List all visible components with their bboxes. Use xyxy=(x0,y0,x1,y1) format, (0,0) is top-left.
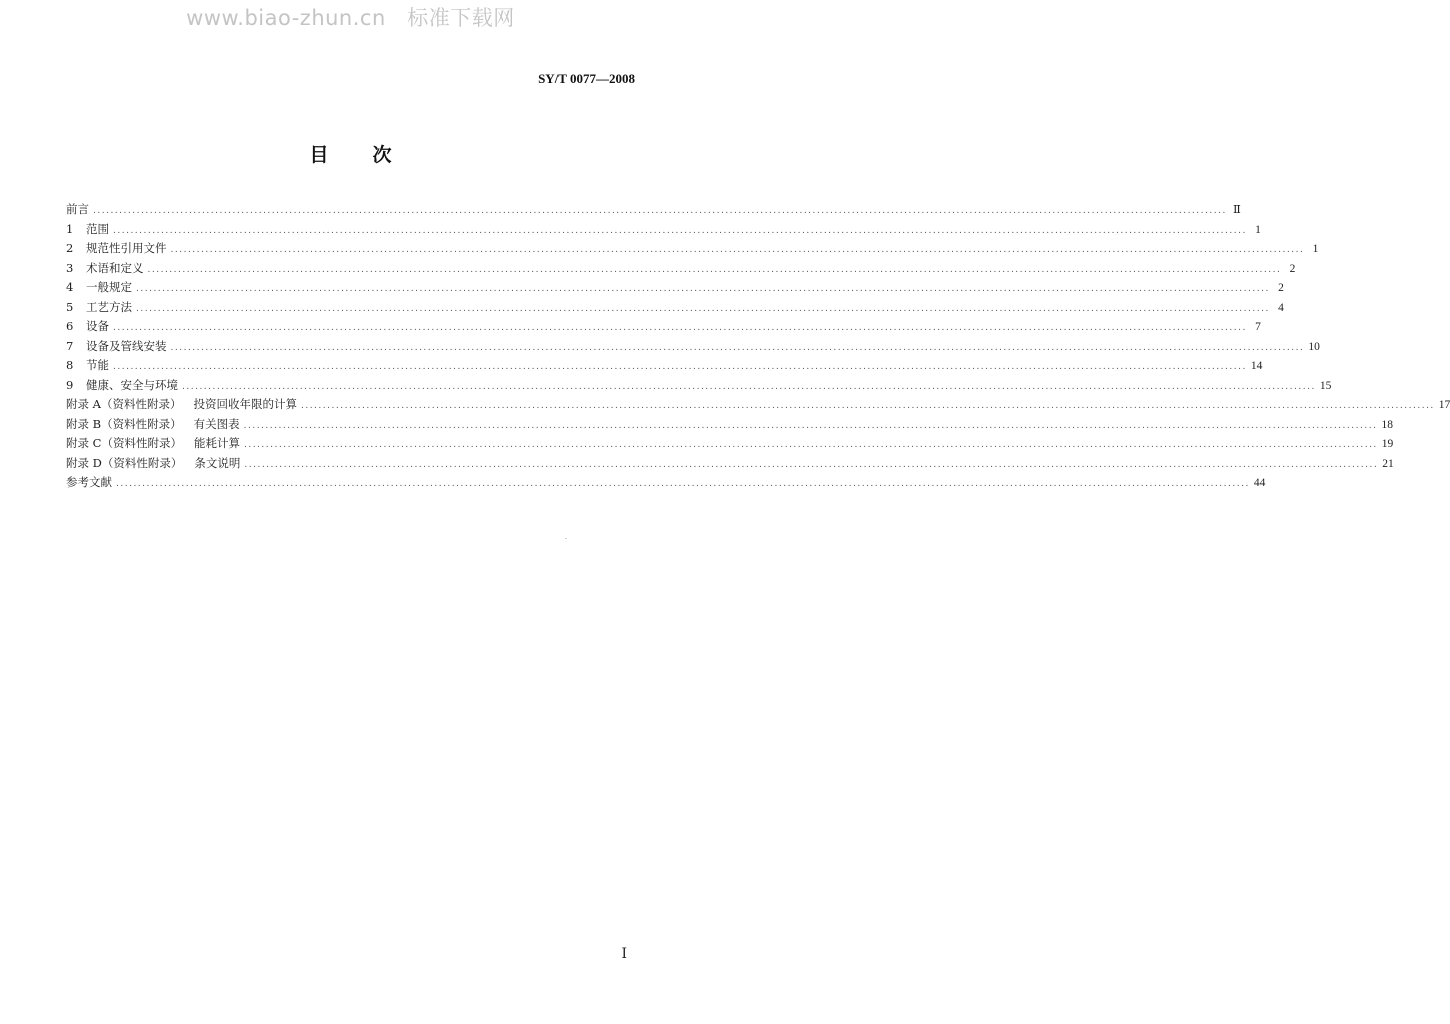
toc-entry xyxy=(66,298,1284,318)
toc-entry-page: 2 xyxy=(1289,262,1296,275)
toc-entry-label: 参考文献 xyxy=(66,475,112,489)
toc-entry xyxy=(66,317,1261,337)
toc-entry-number: 6 xyxy=(66,319,74,333)
toc-title-char-2: 次 xyxy=(372,144,392,166)
toc-entry xyxy=(66,395,1450,415)
toc-entry-page: 1 xyxy=(1255,223,1261,236)
scan-speck xyxy=(565,538,567,539)
toc-entry xyxy=(66,337,1320,357)
toc-dot-leader: .................................................................................................................................................................................................................................................................... xyxy=(113,225,1247,236)
toc-entry-number: 4 xyxy=(66,280,74,294)
toc-entry-page: 1 xyxy=(1312,243,1319,255)
toc-dot-leader: .................................................................................................................................................................................................................................................................... xyxy=(113,323,1247,333)
toc-entry-subtitle: 条文说明 xyxy=(194,455,241,470)
toc-entry-page: 44 xyxy=(1253,477,1266,489)
toc-entry-label: 节能 xyxy=(86,358,109,372)
toc-entry-label: 规范性引用文件 xyxy=(86,241,167,255)
toc-dot-leader: .................................................................................................................................................................................................................................................................... xyxy=(300,401,1435,411)
toc-entry-label: 设备 xyxy=(86,319,109,333)
toc-dot-leader: .................................................................................................................................................................................................................................................................... xyxy=(136,284,1270,294)
toc-dot-leader: .................................................................................................................................................................................................................................................................... xyxy=(182,381,1316,392)
toc-entry-label: 健康、安全与环境 xyxy=(86,377,178,392)
toc-entry-page: 21 xyxy=(1382,457,1394,470)
toc-entry xyxy=(66,376,1332,396)
toc-entry-label: 附录 A（资料性附录） xyxy=(66,397,182,411)
toc-entry-subtitle: 能耗计算 xyxy=(193,436,240,450)
toc-entry xyxy=(66,278,1284,298)
toc-entry-number: 5 xyxy=(66,299,74,314)
toc-entry xyxy=(66,220,1261,240)
toc-entry-page: 14 xyxy=(1250,360,1263,372)
toc-entry-label: 术语和定义 xyxy=(86,260,144,275)
toc-entry-number: 1 xyxy=(66,221,74,236)
toc-entry-page: Ⅱ xyxy=(1233,204,1241,216)
toc-entry xyxy=(66,434,1394,454)
toc-dot-leader: .................................................................................................................................................................................................................................................................... xyxy=(147,264,1282,275)
toc-entry-label: 一般规定 xyxy=(86,280,132,294)
toc-entry-page: 19 xyxy=(1381,438,1394,450)
toc-entry-number: 7 xyxy=(66,338,74,353)
page-number: Ⅰ xyxy=(621,947,627,962)
toc-entry xyxy=(66,356,1263,376)
toc-entry-label: 前言 xyxy=(66,202,89,216)
toc-dot-leader: .................................................................................................................................................................................................................................................................... xyxy=(116,479,1250,489)
toc-entry xyxy=(66,239,1319,259)
toc-list xyxy=(66,200,1450,493)
toc-entry-label: 附录 B（资料性附录） xyxy=(66,416,182,431)
toc-entry-label: 附录 D（资料性附录） xyxy=(66,455,183,470)
toc-dot-leader: .................................................................................................................................................................................................................................................................... xyxy=(243,440,1378,450)
toc-entry-page: 2 xyxy=(1278,282,1284,294)
toc-entry-page: 10 xyxy=(1308,340,1320,353)
toc-entry xyxy=(66,473,1266,493)
standard-code: SY/T 0077—2008 xyxy=(538,71,635,86)
toc-entry-subtitle: 有关图表 xyxy=(193,416,240,431)
toc-dot-leader: .................................................................................................................................................................................................................................................................... xyxy=(170,342,1305,353)
toc-entry-number: 2 xyxy=(66,241,74,255)
toc-entry-page: 17 xyxy=(1438,399,1450,411)
watermark-text: www.biao-zhun.cn 标准下载网 xyxy=(186,6,515,30)
toc-entry xyxy=(66,415,1393,435)
toc-entry-page: 18 xyxy=(1381,418,1393,431)
toc-entry-number: 9 xyxy=(66,377,74,392)
toc-dot-leader: .................................................................................................................................................................................................................................................................... xyxy=(244,459,1379,470)
toc-entry-page: 15 xyxy=(1319,379,1332,392)
toc-title xyxy=(0,140,701,167)
toc-dot-leader: .................................................................................................................................................................................................................................................................... xyxy=(93,206,1227,216)
toc-entry-page: 4 xyxy=(1278,301,1284,314)
toc-entry-label: 设备及管线安装 xyxy=(86,338,167,353)
toc-entry-label: 工艺方法 xyxy=(86,299,132,314)
toc-entry-number: 3 xyxy=(66,260,74,275)
toc-entry-number: 8 xyxy=(66,358,74,372)
toc-entry-page: 7 xyxy=(1255,321,1261,333)
toc-entry-label: 范围 xyxy=(86,221,109,236)
toc-dot-leader: .................................................................................................................................................................................................................................................................... xyxy=(136,303,1270,314)
toc-title-char-1: 目 xyxy=(309,144,329,166)
toc-entry xyxy=(66,259,1296,279)
toc-dot-leader: .................................................................................................................................................................................................................................................................... xyxy=(170,245,1305,255)
toc-entry xyxy=(66,454,1394,474)
toc-dot-leader: .................................................................................................................................................................................................................................................................... xyxy=(113,362,1247,372)
toc-entry-label: 附录 C（资料性附录） xyxy=(66,436,182,450)
toc-dot-leader: .................................................................................................................................................................................................................................................................... xyxy=(243,420,1378,431)
toc-entry xyxy=(66,200,1241,220)
toc-entry-subtitle: 投资回收年限的计算 xyxy=(193,397,297,411)
